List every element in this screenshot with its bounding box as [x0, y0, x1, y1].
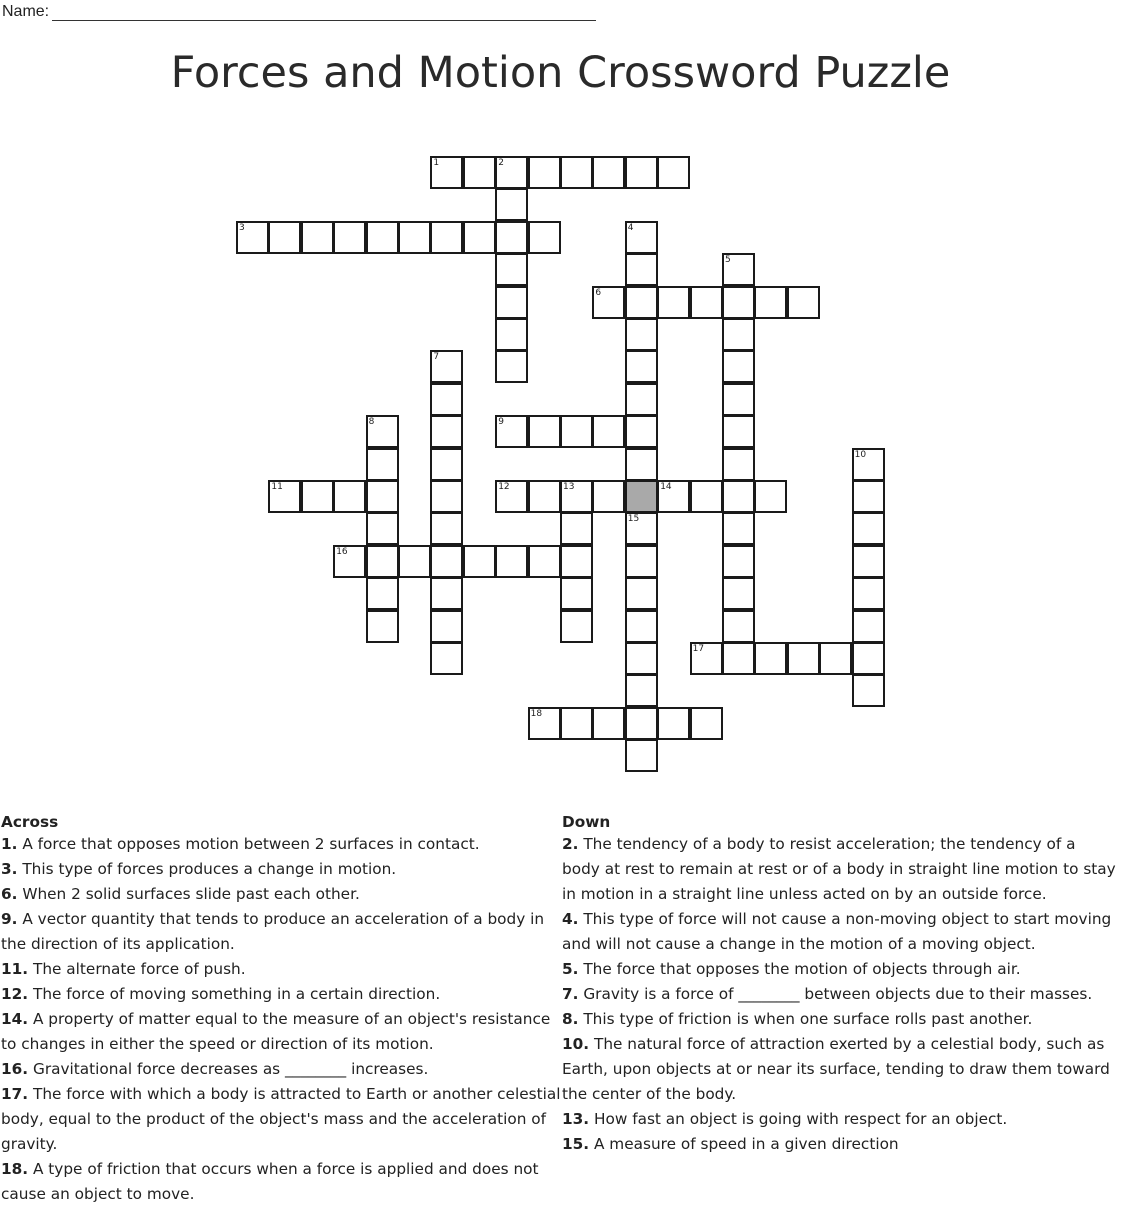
across-clue	[1, 1157, 561, 1207]
across-clues	[1, 812, 561, 1207]
grid-cell[interactable]	[495, 415, 528, 448]
across-clue	[1, 1007, 561, 1057]
clue-number: 2.	[562, 835, 579, 853]
grid-cell[interactable]	[852, 512, 885, 545]
grid-cell[interactable]	[333, 545, 366, 578]
clue-number: 7	[433, 352, 440, 363]
clue-text: The tendency of a body to resist acceleration; the tendency of a body at rest to remain at rest or of a body in straight line motion to stay in motion in a straight line unless acted on by an outside force.	[562, 835, 1116, 903]
grid-cell[interactable]	[722, 448, 755, 481]
across-list	[1, 832, 561, 1207]
grid-cell[interactable]	[560, 512, 593, 545]
clue-number: 8.	[562, 1010, 579, 1028]
clue-number: 10	[854, 449, 867, 460]
clue-number: 3	[239, 222, 245, 233]
grid-cell[interactable]	[528, 545, 561, 578]
clue-number: 13	[563, 482, 575, 492]
grid-cell[interactable]	[754, 642, 787, 675]
grid-cell[interactable]	[722, 350, 755, 383]
grid-cell[interactable]	[592, 707, 625, 740]
grid-cell[interactable]	[625, 286, 658, 319]
grid-cell[interactable]	[722, 383, 755, 416]
grid-cell[interactable]	[528, 480, 561, 513]
across-clue	[1, 832, 561, 857]
clue-number: 14.	[1, 1010, 29, 1028]
grid-cell[interactable]	[852, 480, 885, 513]
clue-text: The force of moving something in a certain direction.	[28, 985, 441, 1003]
down-clues	[562, 812, 1118, 1157]
clue-text: This type of force will not cause a non-moving object to start moving and will not cause a change in the motion of a moving object.	[562, 910, 1112, 953]
grid-cell[interactable]	[430, 383, 463, 416]
grid-cell[interactable]	[592, 156, 625, 189]
grid-cell[interactable]	[495, 545, 528, 578]
clue-text: A type of friction that occurs when a force is applied and does not cause an object to move.	[1, 1160, 539, 1203]
grid-cell[interactable]	[722, 480, 755, 513]
grid-cell[interactable]	[301, 480, 334, 513]
across-clue	[1, 1057, 561, 1082]
clue-number: 6	[595, 287, 602, 298]
clue-text: Gravitational force decreases as ________ increases.	[28, 1060, 429, 1078]
grid-cell[interactable]	[430, 350, 463, 383]
clue-number: 17	[692, 644, 705, 654]
grid-cell[interactable]	[852, 545, 885, 578]
grid-cell[interactable]	[398, 545, 431, 578]
down-clue	[562, 957, 1118, 982]
clue-number: 4.	[562, 910, 579, 928]
clue-number: 17.	[1, 1085, 29, 1103]
grid-cell[interactable]	[560, 480, 593, 513]
grid-cell[interactable]	[268, 480, 301, 513]
clue-number: 15.	[562, 1135, 590, 1153]
grid-cell[interactable]	[430, 415, 463, 448]
clue-number: 7.	[562, 985, 579, 1003]
grid-cell[interactable]	[625, 350, 658, 383]
grid-cell[interactable]	[366, 610, 399, 643]
across-clue	[1, 982, 561, 1007]
clue-number: 8	[368, 417, 375, 428]
grid-cell[interactable]	[592, 415, 625, 448]
grid-cell[interactable]	[625, 707, 658, 740]
grid-cell[interactable]	[301, 221, 334, 254]
across-heading: Across	[1, 813, 59, 831]
grid-cell[interactable]	[625, 448, 658, 481]
grid-cell[interactable]	[657, 480, 690, 513]
clue-text: The natural force of attraction exerted by a celestial body, such as Earth, upon objects at or near its surface, tending to draw them toward the center of the body.	[562, 1035, 1110, 1103]
grid-cell[interactable]	[560, 415, 593, 448]
grid-cell[interactable]	[722, 318, 755, 351]
grid-cell[interactable]	[625, 674, 658, 707]
grid-cell[interactable]	[528, 156, 561, 189]
clue-number: 5.	[562, 960, 579, 978]
clue-number: 12	[498, 482, 510, 492]
clue-number: 1.	[1, 835, 18, 853]
grid-cell[interactable]	[463, 156, 496, 189]
grid-cell[interactable]	[495, 188, 528, 221]
down-clue	[562, 982, 1118, 1007]
grid-cell[interactable]	[625, 739, 658, 772]
grid-cell[interactable]	[722, 642, 755, 675]
grid-cell[interactable]	[852, 674, 885, 707]
clue-number: 2	[498, 158, 504, 168]
clue-text: This type of forces produces a change in motion.	[17, 860, 397, 878]
across-clue	[1, 882, 561, 907]
grid-cell[interactable]	[495, 286, 528, 319]
grid-cell[interactable]	[333, 480, 366, 513]
clue-number: 11.	[1, 960, 29, 978]
grid-cell[interactable]	[754, 286, 787, 319]
grid-cell[interactable]	[430, 512, 463, 545]
grid-cell[interactable]	[787, 286, 820, 319]
clue-number: 10.	[562, 1035, 590, 1053]
clue-number: 12.	[1, 985, 29, 1003]
clue-number: 9.	[1, 910, 18, 928]
grid-cell[interactable]	[560, 156, 593, 189]
down-clue	[562, 1032, 1118, 1107]
grid-cell[interactable]	[495, 253, 528, 286]
clue-number: 14	[660, 482, 672, 492]
grid-cell[interactable]	[560, 610, 593, 643]
grid-cell[interactable]	[852, 610, 885, 643]
grid-cell[interactable]	[236, 221, 269, 254]
grid-cell[interactable]	[690, 707, 723, 740]
across-clue	[1, 907, 561, 957]
across-clue	[1, 1082, 561, 1157]
clue-number: 16	[336, 546, 348, 557]
grid-cell[interactable]	[625, 221, 658, 254]
grid-cell[interactable]	[852, 577, 885, 610]
grid-cell[interactable]	[560, 707, 593, 740]
grid-cell[interactable]	[657, 286, 690, 319]
clue-number: 18	[530, 708, 543, 719]
across-clue	[1, 857, 561, 882]
down-list	[562, 832, 1118, 1157]
grid-cell[interactable]	[819, 642, 852, 675]
grid-cell[interactable]	[722, 610, 755, 643]
grid-cell[interactable]	[722, 512, 755, 545]
grid-cell[interactable]	[625, 577, 658, 610]
clue-number: 18.	[1, 1160, 29, 1178]
clue-text: The force that opposes the motion of objects through air.	[578, 960, 1021, 978]
grid-cell[interactable]	[657, 156, 690, 189]
grid-cell[interactable]	[528, 221, 561, 254]
grid-cell[interactable]	[690, 286, 723, 319]
down-clue	[562, 1132, 1118, 1157]
grid-cell[interactable]	[754, 480, 787, 513]
clue-text: A vector quantity that tends to produce an acceleration of a body in the direction of its application.	[1, 910, 545, 953]
grid-cell[interactable]	[366, 545, 399, 578]
clue-number: 6.	[1, 885, 18, 903]
grid-cell[interactable]	[495, 480, 528, 513]
clue-number: 13.	[562, 1110, 590, 1128]
clue-number: 4	[627, 222, 634, 233]
grid-cell[interactable]	[463, 221, 496, 254]
clue-number: 15	[627, 514, 640, 525]
grid-cell[interactable]	[495, 221, 528, 254]
grid-cell[interactable]	[625, 383, 658, 416]
grid-cell[interactable]	[528, 415, 561, 448]
grid-cell[interactable]	[625, 156, 658, 189]
down-clue	[562, 1107, 1118, 1132]
grid-cell[interactable]	[430, 642, 463, 675]
grid-cell[interactable]	[430, 545, 463, 578]
clue-text: The alternate force of push.	[28, 960, 246, 978]
grid-cell[interactable]	[625, 253, 658, 286]
across-clue	[1, 957, 561, 982]
grid-cell[interactable]	[690, 480, 723, 513]
clue-text: A force that opposes motion between 2 surfaces in contact.	[17, 835, 480, 853]
grid-cell[interactable]	[430, 221, 463, 254]
grid-cell[interactable]	[333, 221, 366, 254]
page-title: Forces and Motion Crossword Puzzle	[170, 48, 951, 98]
grid-cell[interactable]	[592, 286, 625, 319]
grid-cell[interactable]	[625, 610, 658, 643]
clue-text: A measure of speed in a given direction	[589, 1135, 899, 1153]
grid-cell[interactable]	[625, 415, 658, 448]
grid-cell[interactable]	[366, 415, 399, 448]
clue-text: The force with which a body is attracted to Earth or another celestial body, equal to the product of the object's mass and the acceleration of gravity.	[1, 1085, 561, 1153]
grid-cell[interactable]	[625, 545, 658, 578]
grid-cell[interactable]	[560, 545, 593, 578]
grid-cell[interactable]	[852, 642, 885, 675]
grid-cell[interactable]	[366, 577, 399, 610]
grid-cell[interactable]	[592, 480, 625, 513]
clue-text: This type of friction is when one surface rolls past another.	[578, 1010, 1033, 1028]
grid-cell[interactable]	[495, 350, 528, 383]
clue-number: 9	[498, 417, 504, 428]
clue-text: Gravity is a force of ________ between objects due to their masses.	[578, 985, 1093, 1003]
grid-cell[interactable]	[625, 512, 658, 545]
clue-number: 3.	[1, 860, 18, 878]
grid-cell[interactable]	[722, 253, 755, 286]
grid-cell[interactable]	[366, 448, 399, 481]
down-clue	[562, 1007, 1118, 1032]
shaded-cell	[625, 480, 658, 513]
grid-cell[interactable]	[657, 707, 690, 740]
grid-cell[interactable]	[430, 156, 463, 189]
clue-number: 5	[725, 255, 731, 266]
grid-cell[interactable]	[528, 707, 561, 740]
clue-number: 16.	[1, 1060, 29, 1078]
grid-cell[interactable]	[787, 642, 820, 675]
grid-cell[interactable]	[430, 610, 463, 643]
clue-text: A property of matter equal to the measure of an object's resistance to changes in either the speed or direction of its motion.	[1, 1010, 551, 1053]
grid-cell[interactable]	[495, 318, 528, 351]
grid-cell[interactable]	[722, 415, 755, 448]
clue-text: When 2 solid surfaces slide past each other.	[17, 885, 360, 903]
grid-cell[interactable]	[722, 577, 755, 610]
grid-cell[interactable]	[722, 545, 755, 578]
clue-number: 1	[433, 158, 440, 168]
down-clue	[562, 907, 1118, 957]
clue-text: How fast an object is going with respect for an object.	[589, 1110, 1008, 1128]
grid-cell[interactable]	[430, 448, 463, 481]
grid-cell[interactable]	[495, 156, 528, 189]
grid-cell[interactable]	[366, 221, 399, 254]
grid-cell[interactable]	[366, 512, 399, 545]
grid-cell[interactable]	[690, 642, 723, 675]
grid-cell[interactable]	[430, 480, 463, 513]
grid-cell[interactable]	[625, 318, 658, 351]
grid-cell[interactable]	[430, 577, 463, 610]
name-label: Name:	[2, 3, 50, 20]
down-clue	[562, 832, 1118, 907]
grid-cell[interactable]	[852, 448, 885, 481]
grid-cell[interactable]	[268, 221, 301, 254]
down-heading: Down	[562, 813, 611, 831]
grid-cell[interactable]	[722, 286, 755, 319]
grid-cell[interactable]	[625, 642, 658, 675]
clue-number: 11	[271, 482, 283, 492]
grid-cell[interactable]	[398, 221, 431, 254]
grid-cell[interactable]	[463, 545, 496, 578]
grid-cell[interactable]	[560, 577, 593, 610]
grid-cell[interactable]	[366, 480, 399, 513]
